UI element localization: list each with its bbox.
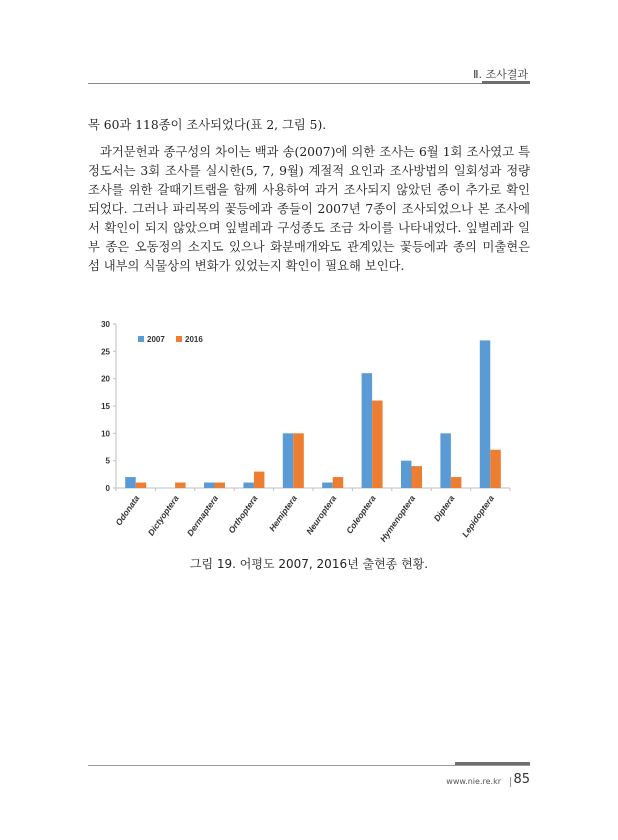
- bar-2007-hymenoptera: [401, 461, 412, 488]
- header-rule: [88, 83, 530, 84]
- bar-2007-hemiptera: [283, 433, 294, 488]
- bar-2016-hymenoptera: [412, 466, 423, 488]
- x-tick-label: Lepidoptera: [459, 493, 496, 540]
- y-tick-label: 15: [101, 402, 110, 411]
- x-tick-label: Odonata: [113, 493, 142, 528]
- bar-2007-coleoptera: [362, 373, 373, 488]
- y-tick-label: 0: [105, 484, 110, 493]
- paragraph-1: 목 60과 118종이 조사되었다(표 2, 그림 5).: [88, 118, 327, 132]
- bar-2016-coleoptera: [372, 401, 383, 488]
- y-tick-label: 25: [101, 347, 110, 357]
- footer-url: www.nie.re.kr: [446, 777, 501, 786]
- bar-2007-lepidoptera: [480, 340, 491, 488]
- x-tick-label: Hymenoptera: [377, 493, 418, 544]
- x-tick-label: Diptera: [431, 493, 457, 524]
- bar-2007-neuroptera: [322, 483, 333, 488]
- x-tick-label: Neuroptera: [304, 493, 339, 537]
- legend-swatch-2007: [138, 336, 144, 342]
- x-tick-label: Hemiptera: [266, 493, 299, 534]
- y-tick-label: 10: [101, 429, 110, 439]
- paragraph-2: 과거문헌과 종구성의 차이는 백과 송(2007)에 의한 조사는 6월 1회 조사였고 특정도서는 3회 조사를 실시한(5, 7, 9월) 계절적 요인과 조사방법의 일회성과 정량조사를 위한 갈때기트랩을 함께 사용하여 과거 조사되지 않았던 종이 추가로 확인되었다. 그러나 파리목의 꽃등에과 종들이 2007년 7종이 조사되었으나 본 조사에서 확인이 되지 않았으며 잎벌레과 구성종도 조금 차이를 나타내었다. 잎벌레과 일부 종은 오동정의 소지도 있으나 화분매개와도 관계있는 꽃등에과 종의 미출현은 섬 내부의 식물상의 변화가 있었는지 확인이 필요해 보인다.: [88, 145, 530, 273]
- bar-2007-dermaptera: [204, 483, 215, 488]
- y-tick-label: 30: [101, 320, 110, 329]
- x-tick-label: Dictyoptera: [145, 493, 181, 538]
- footer-separator: [510, 777, 511, 787]
- figure-caption: 그림 19. 어평도 2007, 2016년 출현종 현황.: [189, 557, 429, 571]
- footer-rule: [88, 765, 530, 766]
- bar-2016-lepidoptera: [490, 450, 501, 488]
- header-rule-accent: [482, 81, 530, 84]
- bar-2016-diptera: [451, 477, 462, 488]
- bar-2016-dictyoptera: [175, 483, 186, 488]
- bar-2016-dermaptera: [215, 483, 226, 488]
- page-number: 85: [513, 772, 530, 787]
- bar-2007-odonata: [125, 477, 136, 488]
- x-tick-label: Dermaptera: [184, 493, 221, 538]
- bar-2016-hemiptera: [293, 433, 304, 488]
- x-tick-label: Coleoptera: [344, 493, 378, 536]
- legend-label-2007: 2007: [147, 335, 165, 344]
- chart-svg: [88, 312, 530, 562]
- bar-2007-diptera: [440, 433, 451, 488]
- legend-swatch-2016: [176, 336, 182, 342]
- y-tick-label: 20: [101, 374, 110, 384]
- x-tick-label: Orthoptera: [226, 493, 260, 536]
- bar-2016-odonata: [136, 483, 147, 488]
- bar-2007-orthoptera: [243, 483, 254, 488]
- species-bar-chart: [88, 312, 530, 562]
- y-tick-label: 5: [105, 456, 110, 466]
- section-header-label: Ⅱ. 조사결과: [473, 68, 528, 81]
- bar-2016-orthoptera: [254, 472, 265, 488]
- bar-2016-neuroptera: [333, 477, 344, 488]
- footer-rule-accent: [455, 762, 530, 765]
- legend-label-2016: 2016: [185, 335, 203, 344]
